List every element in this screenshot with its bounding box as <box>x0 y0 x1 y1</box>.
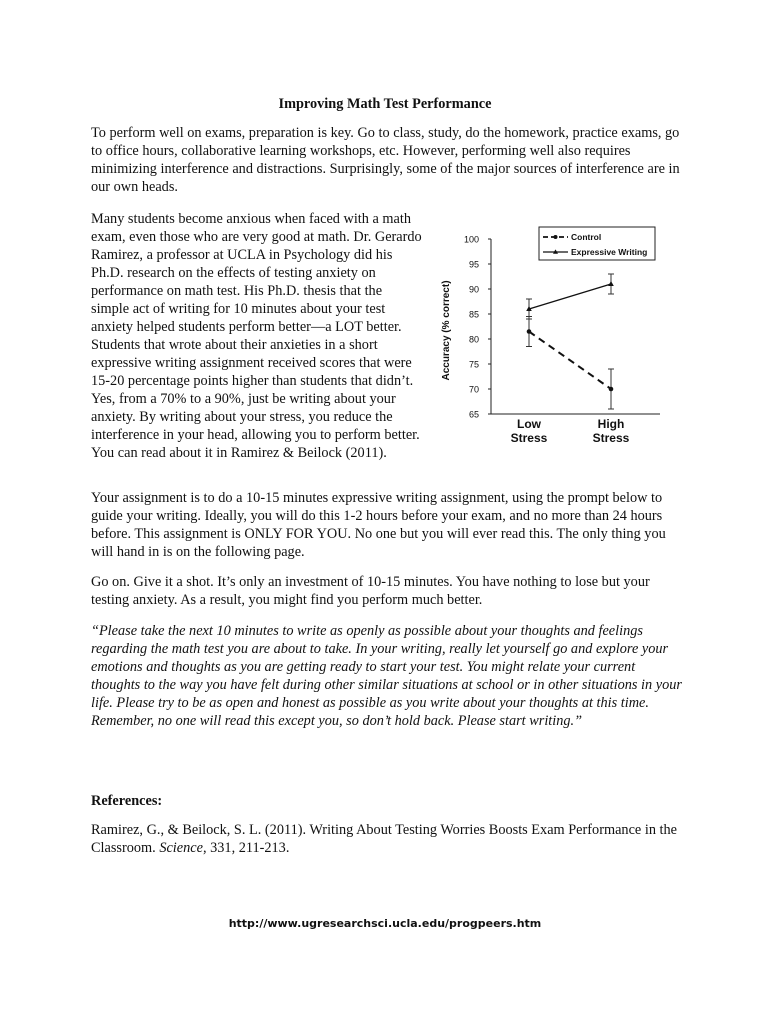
y-tick-label: 75 <box>468 359 479 370</box>
writing-prompt-quote: “Please take the next 10 minutes to write as openly as possible about your thoughts and feelings regarding the math test you are about to take. In your writing, really let yourself go and explore your emotions and thoughts as you are getting ready to start your test. You might relate your current thoughts to the way you have felt during other similar situations at school or in other situations in your life. Please try to be as open and honest as possible as you write about your thoughts at this time. Remember, no one will read this except you, so don’t hold back. Please start writing.” <box>91 623 682 729</box>
y-tick-label: 90 <box>468 284 479 295</box>
y-tick-label: 100 <box>463 234 479 245</box>
y-tick-label: 70 <box>468 384 479 395</box>
reference-tail: , 331, 211-213. <box>202 840 290 856</box>
series-line-control <box>529 332 611 390</box>
series-line-expressive-writing <box>529 284 611 309</box>
legend-label: Control <box>571 232 602 242</box>
data-point <box>527 329 532 334</box>
data-point <box>609 387 614 392</box>
encouragement-paragraph: Go on. Give it a shot. It’s only an investment of 10-15 minutes. You have nothing to lose but your testing anxiety. As a result, you might find you perform much better. <box>91 574 650 608</box>
reference-entry <box>91 821 691 857</box>
y-tick-label: 65 <box>468 409 479 420</box>
page-title: Improving Math Test Performance <box>278 96 492 112</box>
legend-marker <box>554 235 558 239</box>
reference-text: Ramirez, G., & Beilock, S. L. (2011). Writing About Testing Worries Boosts Exam Performance in the Classroom. <box>91 822 678 856</box>
research-paragraph: Many students become anxious when faced with a math exam, even those who are very good at math. Dr. Gerardo Ramirez, a professor at UCLA in Psychology did his Ph.D. research on the effects of testing anxiety on performance on math test. His Ph.D. thesis that the simple act of writing for 10 minutes about your test anxiety helped students perform better—a LOT better. Students that wrote about their anxieties in a short expressive writing assignment received scores that were 15-20 percentage points higher than students that didn’t. Yes, from a 70% to a 90%, just be writing about your anxiety. By writing about your stress, you reduce the interference in your head, allowing you to perform better. You can read about it in Ramirez & Beilock (2011). <box>91 211 422 461</box>
reference-journal: Science <box>159 840 203 856</box>
y-tick-label: 85 <box>468 309 479 320</box>
x-tick-label: Stress <box>510 431 548 445</box>
legend-label: Expressive Writing <box>571 247 648 257</box>
assignment-paragraph: Your assignment is to do a 10-15 minutes expressive writing assignment, using the prompt below to guide your writing. Ideally, you will do this 1-2 hours before your exam, and no more than 24 hours before. This assignment is ONLY FOR YOU. No one but you will ever read this. The only thing you will hand in is on the following page. <box>91 490 666 560</box>
x-tick-label: Stress <box>592 431 630 445</box>
y-tick-label: 95 <box>468 259 479 270</box>
accuracy-chart <box>430 218 664 454</box>
intro-paragraph: To perform well on exams, preparation is key. Go to class, study, do the homework, practice exams, go to office hours, collaborative learning workshops, etc. However, performing well also requires minimizing interference and distractions. Surprisingly, some of the major sources of interference are in our own heads. <box>91 125 680 195</box>
y-tick-label: 80 <box>468 334 479 345</box>
x-tick-label: Low <box>517 417 541 431</box>
data-point <box>608 281 614 286</box>
references-heading: References: <box>91 793 163 809</box>
y-axis-label: Accuracy (% correct) <box>441 280 452 381</box>
x-tick-label: High <box>597 417 625 431</box>
footer-url[interactable]: http://www.ugresearchsci.ucla.edu/progpeers.htm <box>228 917 542 930</box>
